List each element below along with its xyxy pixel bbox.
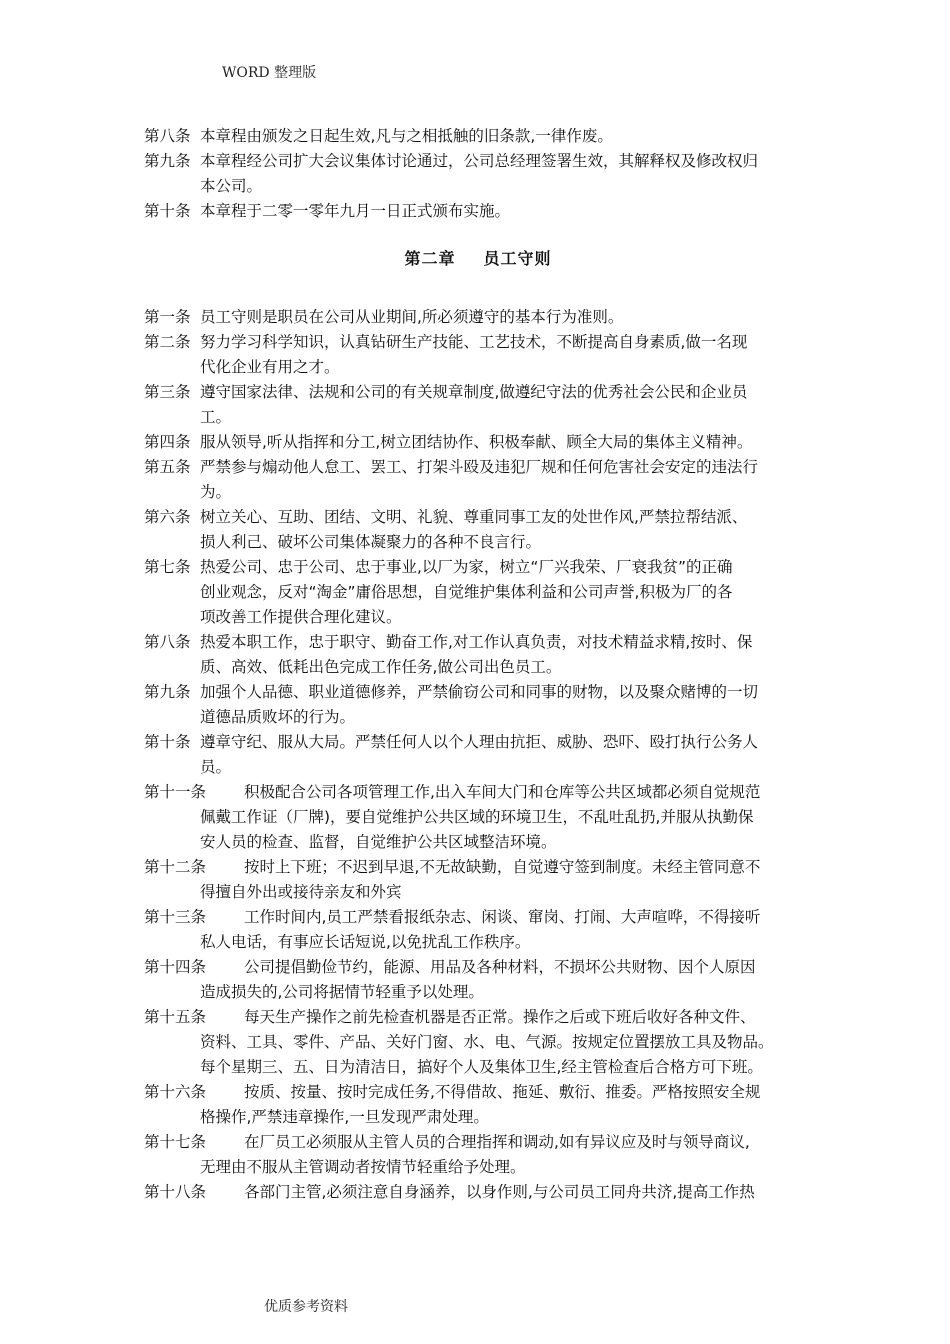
article-number: 第十六条	[144, 1083, 207, 1101]
article-line: 工。	[200, 408, 232, 426]
article-line: 每个星期三、五、日为清洁日，搞好个人及集体卫生,经主管检查后合格方可下班。	[200, 1058, 763, 1076]
article-first-line	[144, 1130, 812, 1155]
article-first-line	[144, 149, 812, 174]
article-line: 资料、工具、零件、产品、关好门窗、水、电、气源。按规定位置摆放工具及物品。	[200, 1033, 774, 1051]
article	[144, 855, 812, 905]
article-line: 服从领导,听从指挥和分工,树立团结协作、积极奉献、顾全大局的集体主义精神。	[200, 433, 753, 451]
article	[144, 680, 812, 730]
article	[144, 430, 812, 455]
article-first-line	[144, 455, 812, 480]
article-line: 安人员的检查、监督，自觉维护公共区域整洁环境。	[200, 833, 557, 851]
article-line: 员工守则是职员在公司从业期间,所必须遵守的基本行为准则。	[200, 308, 624, 326]
article-number: 第二条	[144, 333, 191, 351]
article-line: 得擅自外出或接待亲友和外宾	[200, 883, 402, 901]
article-line: 为。	[200, 483, 232, 501]
article-line: 格操作,严禁违章操作,一旦发现严肃处理。	[200, 1108, 489, 1126]
article	[144, 955, 812, 1005]
article-number: 第十四条	[144, 958, 207, 976]
article-number: 第十五条	[144, 1008, 207, 1026]
article-number: 第六条	[144, 508, 191, 526]
article-line: 无理由不服从主管调动者按情节轻重给予处理。	[200, 1158, 526, 1176]
article-line: 佩戴工作证（厂牌)，要自觉维护公共区域的环境卫生，不乱吐乱扔,并服从执勤保	[200, 808, 754, 826]
article-number: 第十条	[144, 733, 191, 751]
article-line: 本章程由颁发之日起生效,凡与之相抵触的旧条款,一律作废。	[200, 127, 613, 145]
article-line: 遵章守纪、服从大局。严禁任何人以个人理由抗拒、威胁、恐吓、殴打执行公务人	[200, 733, 759, 751]
article	[144, 730, 812, 780]
article	[144, 555, 812, 630]
section-charter-end	[144, 124, 812, 224]
article-line: 加强个人品德、职业道德修养，严禁偷窃公司和同事的财物，以及聚众赌博的一切	[200, 683, 759, 701]
article-line: 本公司。	[200, 177, 263, 195]
article-line: 私人电话，有事应长话短说,以免扰乱工作秩序。	[200, 933, 531, 951]
article-first-line	[144, 555, 812, 580]
article-number: 第十三条	[144, 908, 207, 926]
chapter-title: 员工守则	[483, 249, 552, 268]
page-header: WORD 整理版	[222, 65, 317, 81]
article-line: 工作时间内,员工严禁看报纸杂志、闲谈、窜岗、打闹、大声喧哗，不得接听	[244, 908, 761, 926]
article	[144, 330, 812, 380]
article	[144, 149, 812, 199]
article	[144, 1005, 812, 1080]
article-number: 第十条	[144, 202, 191, 220]
article-line: 公司提倡勤俭节约，能源、用品及各种材料，不损坏公共财物、因个人原因	[244, 958, 756, 976]
article-first-line	[144, 1180, 812, 1205]
article-number: 第三条	[144, 383, 191, 401]
article-line: 树立关心、互助、团结、文明、礼貌、尊重同事工友的处世作风,严禁拉帮结派、	[200, 508, 748, 526]
article-number: 第九条	[144, 683, 191, 701]
article-first-line	[144, 905, 812, 930]
article-line: 每天生产操作之前先检查机器是否正常。操作之后或下班后收好各种文件、	[244, 1008, 756, 1026]
article-first-line	[144, 780, 812, 805]
article	[144, 455, 812, 505]
article-first-line	[144, 1005, 812, 1030]
article-line: 代化企业有用之才。	[200, 358, 340, 376]
article-line: 按时上下班；不迟到早退,不无故缺勤，自觉遵守签到制度。未经主管同意不	[244, 858, 761, 876]
article-line: 项改善工作提供合理化建议。	[200, 608, 402, 626]
article-number: 第七条	[144, 558, 191, 576]
article-line: 创业观念，反对“淘金”庸俗思想，自觉维护集体利益和公司声誉,积极为厂的各	[200, 583, 733, 601]
chapter-heading	[144, 246, 812, 269]
article	[144, 124, 812, 149]
article-line: 热爱公司、忠于公司、忠于事业,以厂为家，树立“厂兴我荣、厂衰我贫”的正确	[200, 558, 733, 576]
article-line: 积极配合公司各项管理工作,出入车间大门和仓库等公共区域都必须自觉规范	[244, 783, 761, 801]
article-line: 道德品质败坏的行为。	[200, 708, 356, 726]
article-number: 第九条	[144, 152, 191, 170]
article-number: 第八条	[144, 127, 191, 145]
article-line: 在厂员工必须服从主管人员的合理指挥和调动,如有异议应及时与领导商议,	[244, 1133, 750, 1151]
article-first-line	[144, 1080, 812, 1105]
article-line: 质、高效、低耗出色完成工作任务,做公司出色员工。	[200, 658, 562, 676]
article-line: 员。	[200, 758, 232, 776]
article-line: 本章程经公司扩大会议集体讨论通过，公司总经理签署生效，其解释权及修改权归	[200, 152, 759, 170]
article	[144, 1180, 812, 1205]
article-first-line	[144, 855, 812, 880]
article-line: 努力学习科学知识，认真钻研生产技能、工艺技术，不断提高自身素质,做一名现	[200, 333, 748, 351]
article-line: 造成损失的,公司将据情节轻重予以处理。	[200, 983, 484, 1001]
article-first-line	[144, 380, 812, 405]
article	[144, 630, 812, 680]
article-first-line	[144, 330, 812, 355]
article-first-line	[144, 680, 812, 705]
article	[144, 905, 812, 955]
article-first-line	[144, 199, 812, 224]
article-first-line	[144, 430, 812, 455]
article-number: 第十七条	[144, 1133, 207, 1151]
article-line: 严禁参与煽动他人怠工、罢工、打架斗殴及违犯厂规和任何危害社会安定的违法行	[200, 458, 759, 476]
article-number: 第五条	[144, 458, 191, 476]
article-first-line	[144, 505, 812, 530]
article	[144, 305, 812, 330]
article-line: 遵守国家法律、法规和公司的有关规章制度,做遵纪守法的优秀社会公民和企业员	[200, 383, 748, 401]
article-line: 本章程于二零一零年九月一日正式颁布实施。	[200, 202, 511, 220]
document-body	[144, 124, 812, 1205]
page-footer: 优质参考资料	[264, 1299, 348, 1315]
article-number: 第一条	[144, 308, 191, 326]
article-line: 热爱本职工作，忠于职守、勤奋工作,对工作认真负责，对技术精益求精,按时、保	[200, 633, 753, 651]
section-employee-rules	[144, 305, 812, 1205]
article	[144, 1080, 812, 1130]
article	[144, 505, 812, 555]
article	[144, 1130, 812, 1180]
article-first-line	[144, 955, 812, 980]
article-first-line	[144, 630, 812, 655]
article	[144, 780, 812, 855]
article-first-line	[144, 124, 812, 149]
chapter-label: 第二章	[404, 249, 456, 268]
article-first-line	[144, 305, 812, 330]
article-number: 第四条	[144, 433, 191, 451]
article-number: 第八条	[144, 633, 191, 651]
article-line: 损人利己、破坏公司集体凝聚力的各种不良言行。	[200, 533, 542, 551]
article-number: 第十八条	[144, 1183, 207, 1201]
article-line: 按质、按量、按时完成任务,不得借故、拖延、敷衍、推委。严格按照安全规	[244, 1083, 761, 1101]
article-number: 第十一条	[144, 783, 207, 801]
article	[144, 199, 812, 224]
article-line: 各部门主管,必须注意自身涵养，以身作则,与公司员工同舟共济,提高工作热	[244, 1183, 755, 1201]
article	[144, 380, 812, 430]
article-number: 第十二条	[144, 858, 207, 876]
article-first-line	[144, 730, 812, 755]
